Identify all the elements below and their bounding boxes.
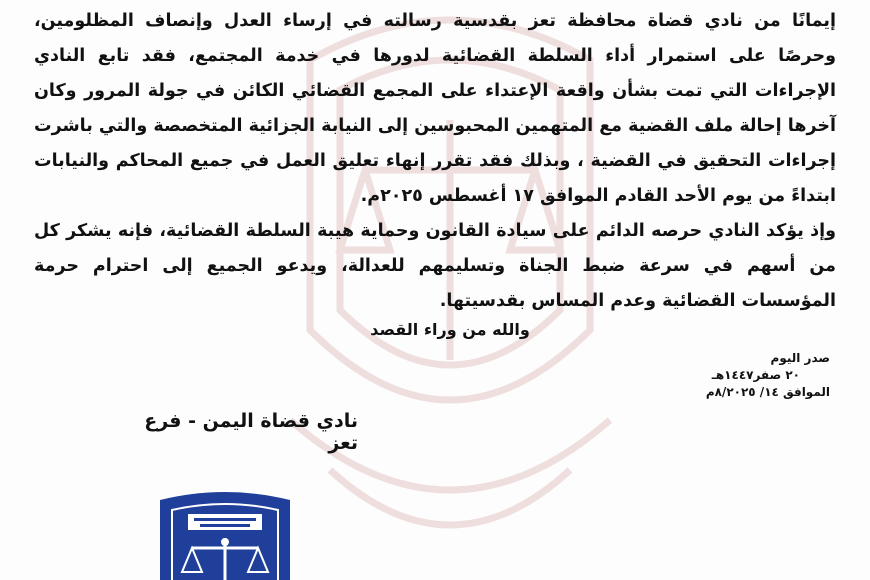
paragraph-2: وإذ يؤكد النادي حرصه الدائم على سيادة القانون وحماية هيبة السلطة القضائية، فإنه يشكر كل من أسهم في سرعة ضبط الجناة وتسليمهم للعدالة، ويدعو الجميع إلى احترام حرمة المؤسسات القضائية وعدم المساس بقدسيتها. <box>34 221 836 311</box>
issued-label: صدر اليوم <box>770 351 830 365</box>
signature-line: نادي قضاة اليمن - فرع تعز <box>144 410 358 454</box>
seal-stamp <box>150 490 300 580</box>
letter-body <box>34 4 836 319</box>
hijri-date: ٢٠ صفر١٤٤٧هـ <box>711 368 800 382</box>
paragraph-1: إيمانًا من نادي قضاة محافظة تعز بقدسية رسالته في إرساء العدل وإنصاف المظلومين، وحرصًا على استمرار أداء السلطة القضائية لدورها في خدمة المجتمع، فقد تابع النادي الإجراءات التي تمت بشأن واقعة الإعتداء على المجمع القضائي الكائن في جولة المرور وكان آخرها إحالة ملف القضية مع المتهمين المحبوسين إلى النيابة الجزائية المتخصصة والتي باشرت إجراءات التحقيق في القضية ، وبذلك فقد تقرر إنهاء تعليق العمل في جميع المحاكم والنيابات ابتداءً من يوم الأحد القادم الموافق ١٧ أغسطس ٢٠٢٥م. <box>34 11 836 206</box>
gregorian-date: الموافق ١٤/ ٨/٢٠٢٥م <box>705 385 830 399</box>
issue-date-block <box>640 350 830 401</box>
closing-phrase: والله من وراء القصد <box>370 320 530 339</box>
